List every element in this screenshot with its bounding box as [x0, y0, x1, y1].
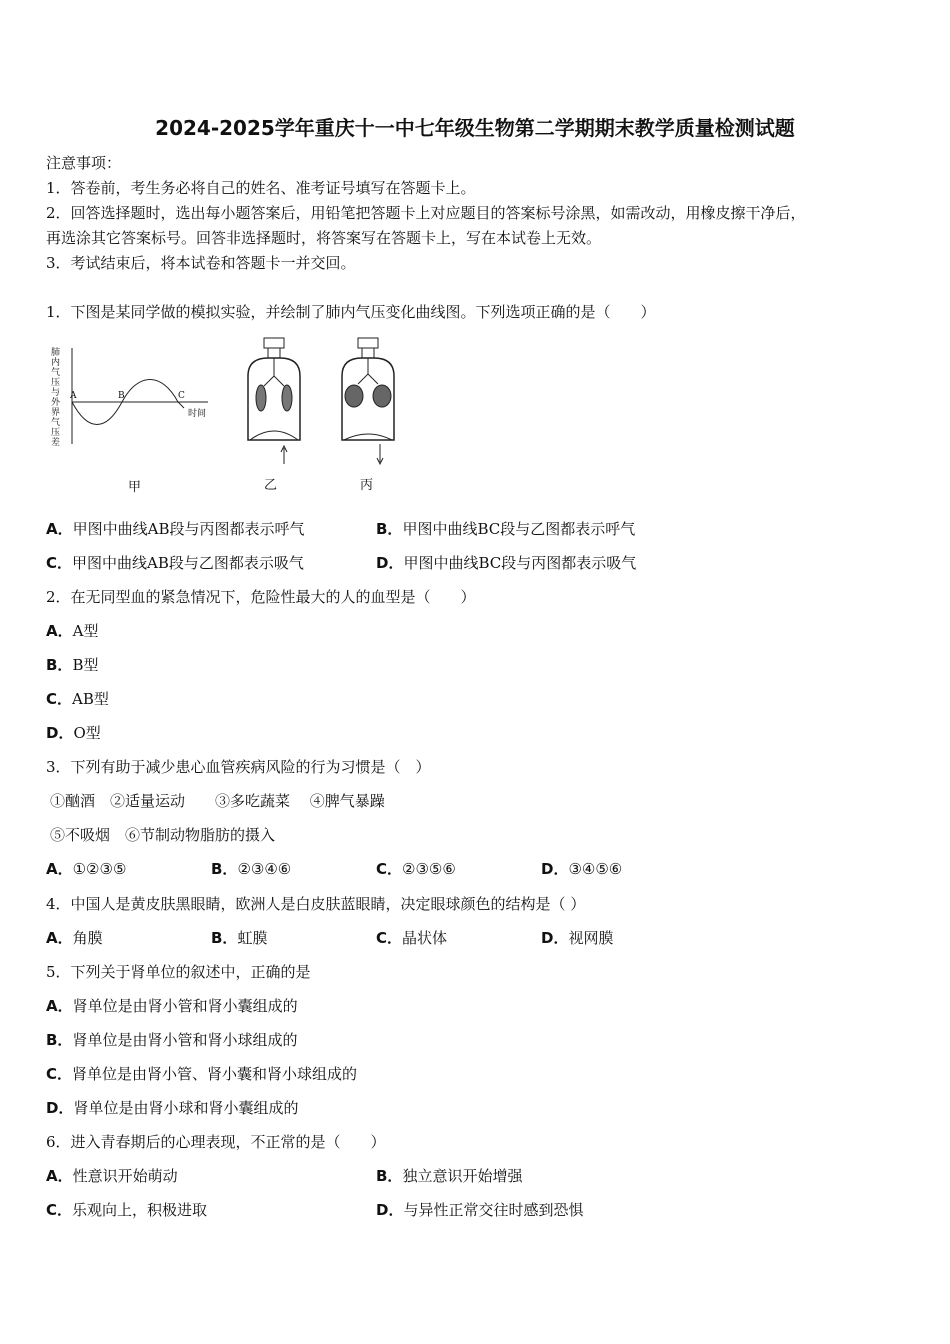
option-text: A型 [72, 622, 99, 640]
option-text: B型 [72, 656, 99, 674]
option-letter: B． [46, 1031, 73, 1049]
question-3-items-line1: ①酗酒 ②适量运动 ③多吃蔬菜 ④脾气暴躁 [50, 792, 385, 810]
question-3-items-line2: ⑤不吸烟 ⑥节制动物脂肪的摄入 [50, 826, 276, 844]
option-letter: B． [376, 1167, 403, 1185]
option-text: 独立意识开始增强 [402, 1167, 523, 1185]
q4-option-a[interactable] [46, 927, 103, 949]
point-c-label: C [178, 391, 185, 401]
option-text: 视网膜 [568, 929, 614, 947]
option-text: 肾单位是由肾小球和肾小囊组成的 [73, 1099, 299, 1117]
option-letter: D． [46, 724, 74, 742]
caption-jia: 甲 [128, 480, 142, 495]
option-letter: C． [376, 860, 403, 878]
option-letter: C． [46, 554, 73, 572]
option-letter: D． [376, 554, 404, 572]
notice-item: 3．考试结束后，将本试卷和答题卡一并交回。 [46, 254, 356, 272]
q3-option-d[interactable] [541, 858, 622, 880]
q5-option-a[interactable] [46, 995, 298, 1017]
option-letter: A． [46, 860, 73, 878]
option-text: 晶状体 [402, 929, 448, 947]
option-letter: C． [46, 1201, 73, 1219]
question-2-stem: 2．在无同型血的紧急情况下，危险性最大的人的血型是（ ） [46, 588, 476, 606]
point-a-label: A [70, 391, 77, 401]
q5-option-c[interactable] [46, 1063, 357, 1085]
option-letter: A． [46, 1167, 73, 1185]
q5-option-b[interactable] [46, 1029, 297, 1051]
option-letter: C． [46, 690, 73, 708]
caption-yi: 乙 [264, 478, 278, 493]
caption-bing: 丙 [360, 478, 374, 493]
option-text: 乐观向上，积极进取 [72, 1201, 208, 1219]
option-letter: B． [211, 860, 238, 878]
notice-item: 2．回答选择题时，选出每小题答案后，用铅笔把答题卡上对应题目的答案标号涂黑，如需改动，用橡皮擦干净后， [46, 204, 806, 222]
option-letter: A． [46, 520, 73, 538]
option-text: 虹膜 [237, 929, 268, 947]
question-5-stem: 5．下列关于肾单位的叙述中，正确的是 [46, 963, 311, 981]
q5-option-d[interactable] [46, 1097, 298, 1119]
notice-heading: 注意事项： [46, 154, 122, 172]
option-letter: B． [376, 520, 403, 538]
option-text: ②③⑤⑥ [402, 860, 456, 878]
option-letter: D． [541, 929, 569, 947]
q1-option-d[interactable] [376, 552, 636, 574]
point-b-label: B [118, 391, 125, 401]
option-letter: C． [376, 929, 403, 947]
question-6-stem: 6．进入青春期后的心理表现，不正常的是（ ） [46, 1133, 386, 1151]
option-text: 甲图中曲线AB段与乙图都表示吸气 [72, 554, 304, 572]
q3-option-b[interactable] [211, 858, 291, 880]
q3-option-c[interactable] [376, 858, 456, 880]
notice-item: 再选涂其它答案标号。回答非选择题时，将答案写在答题卡上，写在本试卷上无效。 [46, 229, 602, 247]
q6-option-d[interactable] [376, 1199, 583, 1221]
option-letter: A． [46, 622, 73, 640]
q6-option-b[interactable] [376, 1165, 522, 1187]
option-text: 肾单位是由肾小管和肾小球组成的 [72, 1031, 298, 1049]
bell-jar-bing [328, 336, 408, 466]
option-text: 性意识开始萌动 [72, 1167, 178, 1185]
q4-option-d[interactable] [541, 927, 613, 949]
option-text: 甲图中曲线BC段与乙图都表示呼气 [402, 520, 636, 538]
option-letter: A． [46, 929, 73, 947]
q4-option-b[interactable] [211, 927, 267, 949]
q6-option-c[interactable] [46, 1199, 207, 1221]
q3-option-a[interactable] [46, 858, 126, 880]
q2-option-b[interactable] [46, 654, 98, 676]
option-letter: B． [211, 929, 238, 947]
option-letter: A． [46, 997, 73, 1015]
option-text: 甲图中曲线AB段与丙图都表示呼气 [72, 520, 305, 538]
question-3-stem: 3．下列有助于减少患心血管疾病风险的行为习惯是（ ） [46, 758, 431, 776]
q2-option-a[interactable] [46, 620, 98, 642]
option-text: 肾单位是由肾小管和肾小囊组成的 [72, 997, 298, 1015]
page-title: 2024-2025学年重庆十一中七年级生物第二学期期末教学质量检测试题 [155, 116, 795, 140]
option-text: 角膜 [72, 929, 103, 947]
q2-option-d[interactable] [46, 722, 101, 744]
q2-option-c[interactable] [46, 688, 109, 710]
option-text: ③④⑤⑥ [568, 860, 623, 878]
option-text: 甲图中曲线BC段与丙图都表示吸气 [403, 554, 637, 572]
question-4-stem: 4．中国人是黄皮肤黑眼睛，欧洲人是白皮肤蓝眼睛，决定眼球颜色的结构是（ ） [46, 895, 586, 913]
option-text: O型 [73, 724, 101, 742]
option-text: 与异性正常交往时感到恐惧 [403, 1201, 584, 1219]
option-letter: D． [46, 1099, 74, 1117]
q1-option-c[interactable] [46, 552, 304, 574]
x-axis-label: 时间 [188, 409, 207, 419]
option-letter: C． [46, 1065, 73, 1083]
option-text: ①②③⑤ [72, 860, 127, 878]
option-letter: B． [46, 656, 73, 674]
question-1-stem: 1．下图是某同学做的模拟实验，并绘制了肺内气压变化曲线图。下列选项正确的是（ ） [46, 303, 656, 321]
q1-option-a[interactable] [46, 518, 304, 540]
bell-jar-yi [234, 336, 314, 466]
option-text: ②③④⑥ [237, 860, 292, 878]
y-axis-label-text: 肺内气压与外界气压差 [51, 348, 61, 448]
option-text: 肾单位是由肾小管、肾小囊和肾小球组成的 [72, 1065, 358, 1083]
notice-item: 1．答卷前，考生务必将自己的姓名、准考证号填写在答题卡上。 [46, 179, 476, 197]
option-letter: D． [541, 860, 569, 878]
option-letter: D． [376, 1201, 404, 1219]
q1-option-b[interactable] [376, 518, 635, 540]
q6-option-a[interactable] [46, 1165, 178, 1187]
question-1-figure [48, 336, 398, 496]
option-text: AB型 [72, 690, 109, 708]
q4-option-c[interactable] [376, 927, 447, 949]
